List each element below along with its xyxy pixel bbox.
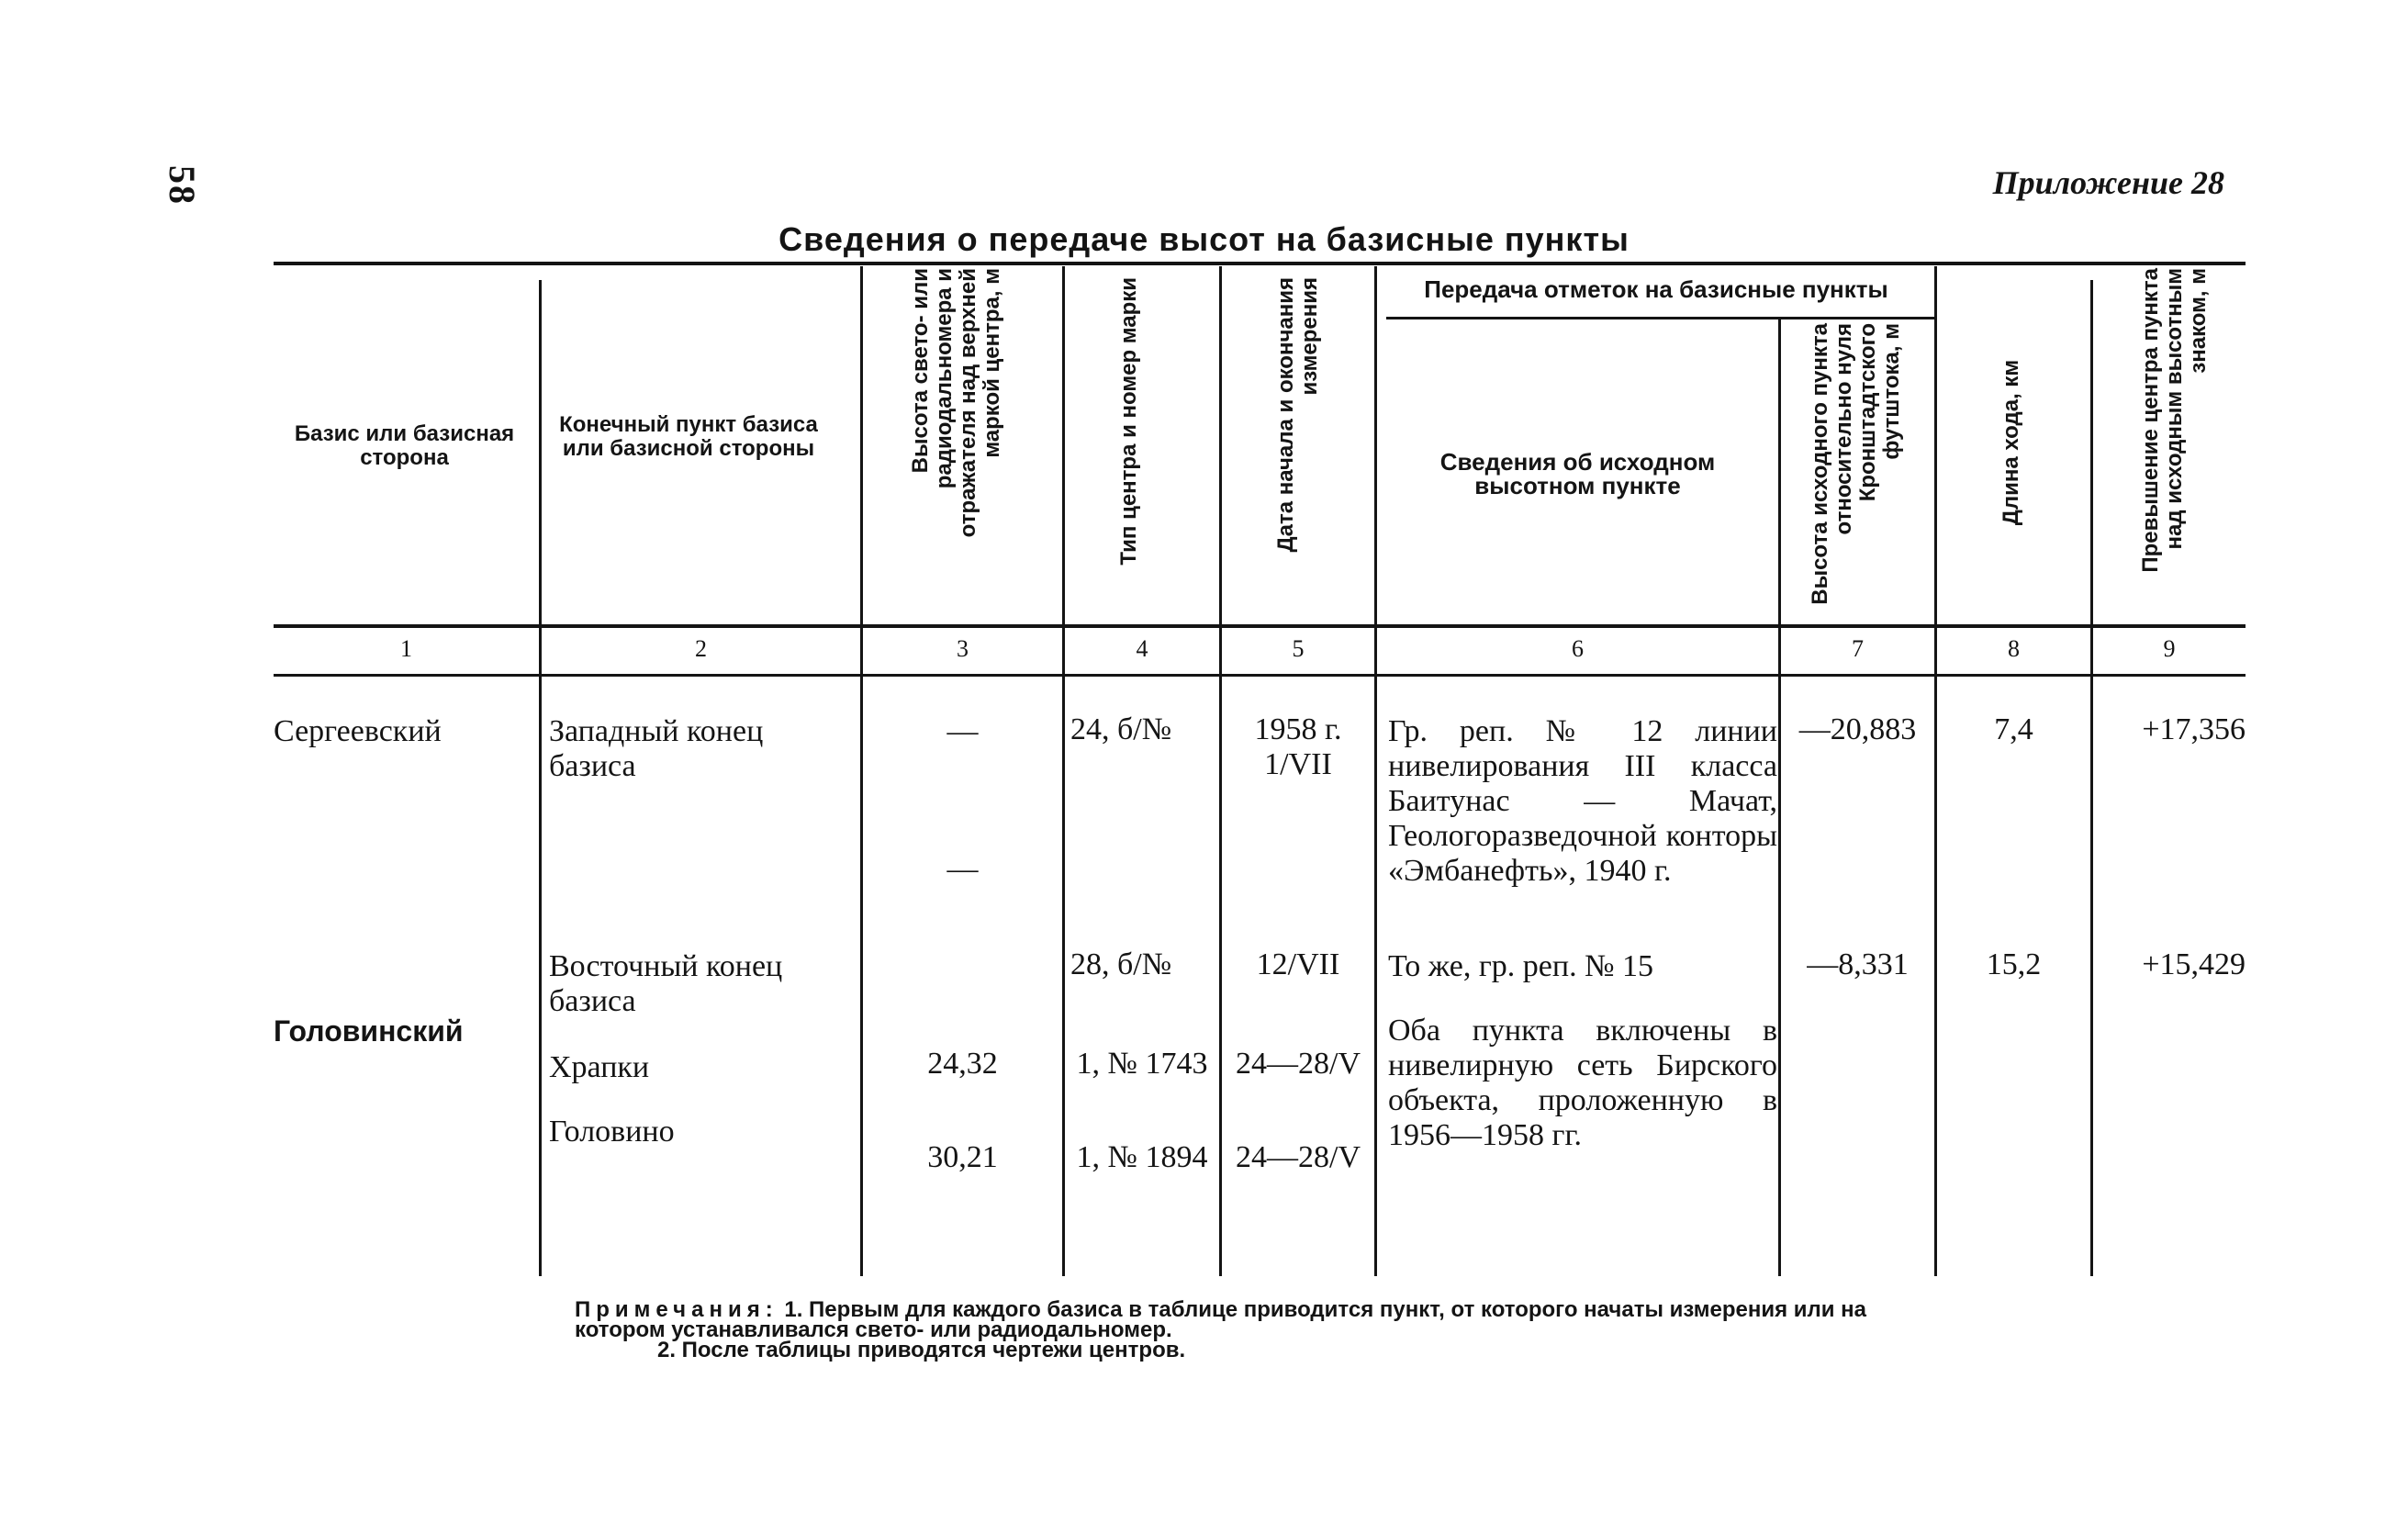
basis-name: Головинский xyxy=(274,1014,464,1048)
route-length: 15,2 xyxy=(1986,947,2042,981)
header-center-excess: Превышение центра пункта над исходным высотным знаком, м xyxy=(2138,268,2211,573)
source-info: Гр. реп. № 12 линии нивелирования III класса Баитунас — Мачат, Геологоразведочной конторы «Эмбанефть», 1940 г. xyxy=(1388,714,1777,888)
end-point-name: Головино xyxy=(549,1115,675,1149)
appendix-label: Приложение 28 xyxy=(1992,164,2224,201)
group-header-rule xyxy=(1386,317,1935,319)
column-number: 1 xyxy=(400,635,412,662)
center-type: 24, б/№ xyxy=(1070,712,1172,746)
measurement-date: 12/VII xyxy=(1256,947,1340,981)
column-number: 4 xyxy=(1136,635,1148,662)
measurement-date: 24—28/V xyxy=(1236,1047,1361,1081)
source-height: —20,883 xyxy=(1798,712,1917,746)
column-number: 9 xyxy=(2163,635,2176,662)
column-divider xyxy=(1934,266,1937,1276)
numbers-bottom-rule xyxy=(274,674,2246,677)
column-number: 2 xyxy=(695,635,707,662)
column-divider xyxy=(1374,266,1377,1276)
column-divider xyxy=(2090,280,2093,1276)
header-bottom-rule xyxy=(274,624,2246,628)
center-type: 28, б/№ xyxy=(1070,947,1172,981)
rangefinder-height: 24,32 xyxy=(927,1047,998,1081)
basis-name: Сергеевский xyxy=(274,714,442,748)
header-end-point: Конечный пункт базиса или базисной стороны xyxy=(559,412,818,461)
header-source-height: Высота исходного пункта относительно нуля Кронштадтского футштока, м xyxy=(1808,323,1904,605)
center-type: 1, № 1743 xyxy=(1076,1047,1208,1081)
center-excess: +17,356 xyxy=(2142,712,2246,746)
end-point-name: Храпки xyxy=(549,1050,650,1084)
center-type: 1, № 1894 xyxy=(1076,1140,1208,1174)
table-top-rule xyxy=(274,262,2246,265)
source-info: Оба пункта включены в нивелирную сеть Бирского объекта, проложенную в 1956—1958 гг. xyxy=(1388,1014,1777,1152)
header-center-type: Тип центра и номер марки xyxy=(1116,277,1141,566)
header-measurement-date: Дата начала и окончания измерения xyxy=(1273,277,1322,553)
rangefinder-height: — xyxy=(946,714,979,748)
column-number: 6 xyxy=(1572,635,1584,662)
column-number: 7 xyxy=(1852,635,1864,662)
rangefinder-height: — xyxy=(946,852,979,886)
measurement-date: 24—28/V xyxy=(1236,1140,1361,1174)
note-1: 1. Первым для каждого базиса в таблице приводится пункт, от которого начаты измерения или на котором устанавливался свето- или радиодальномер. xyxy=(575,1297,1867,1342)
end-point-name: Западный конец базиса xyxy=(549,714,764,783)
route-length: 7,4 xyxy=(1994,712,2033,746)
center-excess: +15,429 xyxy=(2142,947,2246,981)
notes-label: Примечания: xyxy=(575,1297,778,1322)
rangefinder-height: 30,21 xyxy=(927,1140,998,1174)
column-divider xyxy=(860,266,863,1276)
table-title: Сведения о передаче высот на базисные пункты xyxy=(778,220,1630,258)
column-divider xyxy=(1062,266,1065,1276)
page-number: 58 xyxy=(162,165,203,206)
source-info: То же, гр. реп. № 15 xyxy=(1388,949,1654,983)
header-source-info: Сведения об исходном высотном пункте xyxy=(1439,448,1716,499)
note-2: 2. После таблицы приводятся чертежи центров. xyxy=(657,1338,1186,1362)
column-number: 8 xyxy=(2008,635,2020,662)
header-basis: Базис или базисная сторона xyxy=(294,421,515,470)
end-point-name: Восточный конец базиса xyxy=(549,949,783,1018)
measurement-date: 1958 г. 1/VII xyxy=(1254,712,1342,781)
source-height: —8,331 xyxy=(1807,947,1909,981)
column-number: 3 xyxy=(957,635,969,662)
column-divider xyxy=(1778,319,1781,1276)
header-rangefinder-height: Высота свето- или радиодальномера и отражателя над верхней маркой центра, м xyxy=(908,268,1004,538)
column-number: 5 xyxy=(1292,635,1305,662)
header-elevation-transfer: Передача отметок на базисные пункты xyxy=(1424,275,1888,303)
header-route-length: Длина хода, км xyxy=(1999,359,2023,526)
table-notes xyxy=(575,1297,1952,1362)
